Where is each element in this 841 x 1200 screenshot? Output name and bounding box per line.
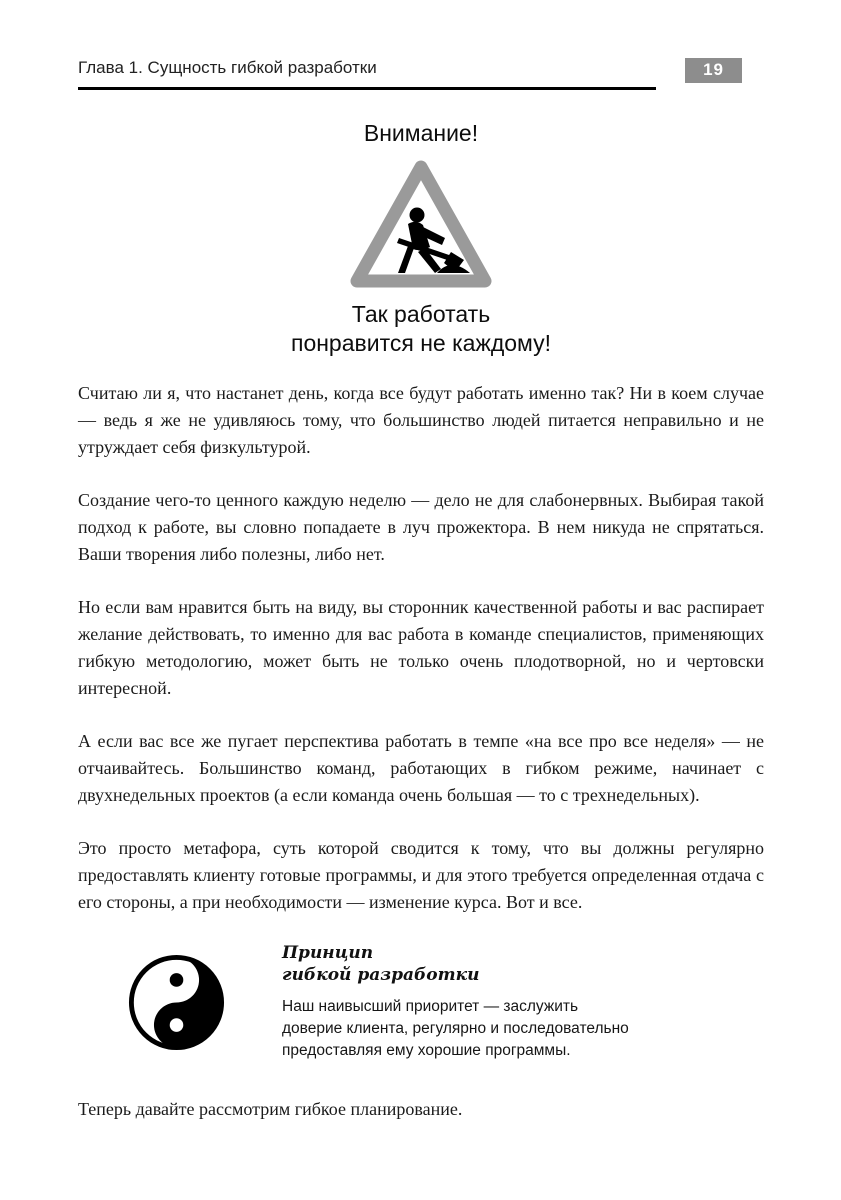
warning-caption bbox=[78, 300, 764, 358]
principle-text-block bbox=[282, 942, 642, 1062]
warning-caption-line1: Так работать bbox=[351, 301, 491, 327]
chapter-title: Глава 1. Сущность гибкой разработки bbox=[78, 58, 656, 90]
warning-sign-wrap bbox=[78, 159, 764, 296]
closing-paragraph: Теперь давайте рассмотрим гибкое планирование. bbox=[78, 1099, 463, 1119]
body-paragraph: Считаю ли я, что настанет день, когда все будут работать именно так? Ни в коем случае — ведь я же не удивляюсь тому, что большинство людей питается неправильно и не утруждает себя физкультурой. bbox=[78, 383, 764, 457]
yin-yang-icon bbox=[128, 954, 225, 1051]
warning-caption-line2: понравится не каждому! bbox=[290, 330, 552, 356]
body-paragraph: Создание чего-то ценного каждую неделю — дело не для слабонервных. Выбирая такой подход к работе, вы словно попадаете в луч прожектора. В нем никуда не спрятаться. Ваши творения либо полезны, либо нет. bbox=[78, 490, 764, 564]
body-paragraph: Но если вам нравится быть на виду, вы сторонник качественной работы и вас распирает желание действовать, то именно для вас работа в команде специалистов, применяющих гибкую методологию, может быть не только очень плодотворной, но и чертовски интересной. bbox=[78, 597, 764, 698]
principle-callout bbox=[78, 942, 764, 1062]
principle-heading-line1: Принцип bbox=[282, 943, 374, 963]
warning-title: Внимание! bbox=[363, 120, 479, 146]
principle-heading-line2: гибкой разработки bbox=[282, 965, 480, 985]
body-text bbox=[78, 380, 764, 916]
principle-heading bbox=[282, 942, 642, 986]
road-works-sign-icon bbox=[347, 159, 495, 291]
body-paragraph: А если вас все же пугает перспектива работать в темпе «на все про все неделя» — не отчаивайтесь. Большинство команд, работающих в гибком режиме, начинает с двухнедельных проектов (а если команда очень большая — то с трехнедельных). bbox=[78, 731, 764, 805]
body-paragraph: Это просто метафора, суть которой сводится к тому, что вы должны регулярно предоставлять клиенту готовые программы, и для этого требуется определенная отдача с его стороны, а при необходимости — изменение курса. Вот и все. bbox=[78, 838, 764, 912]
running-head bbox=[78, 58, 764, 98]
page-number-badge: 19 bbox=[685, 58, 742, 83]
principle-body: Наш наивысший приоритет — заслужить доверие клиента, регулярно и последовательно предоставляя ему хорошие программы. bbox=[282, 998, 629, 1059]
